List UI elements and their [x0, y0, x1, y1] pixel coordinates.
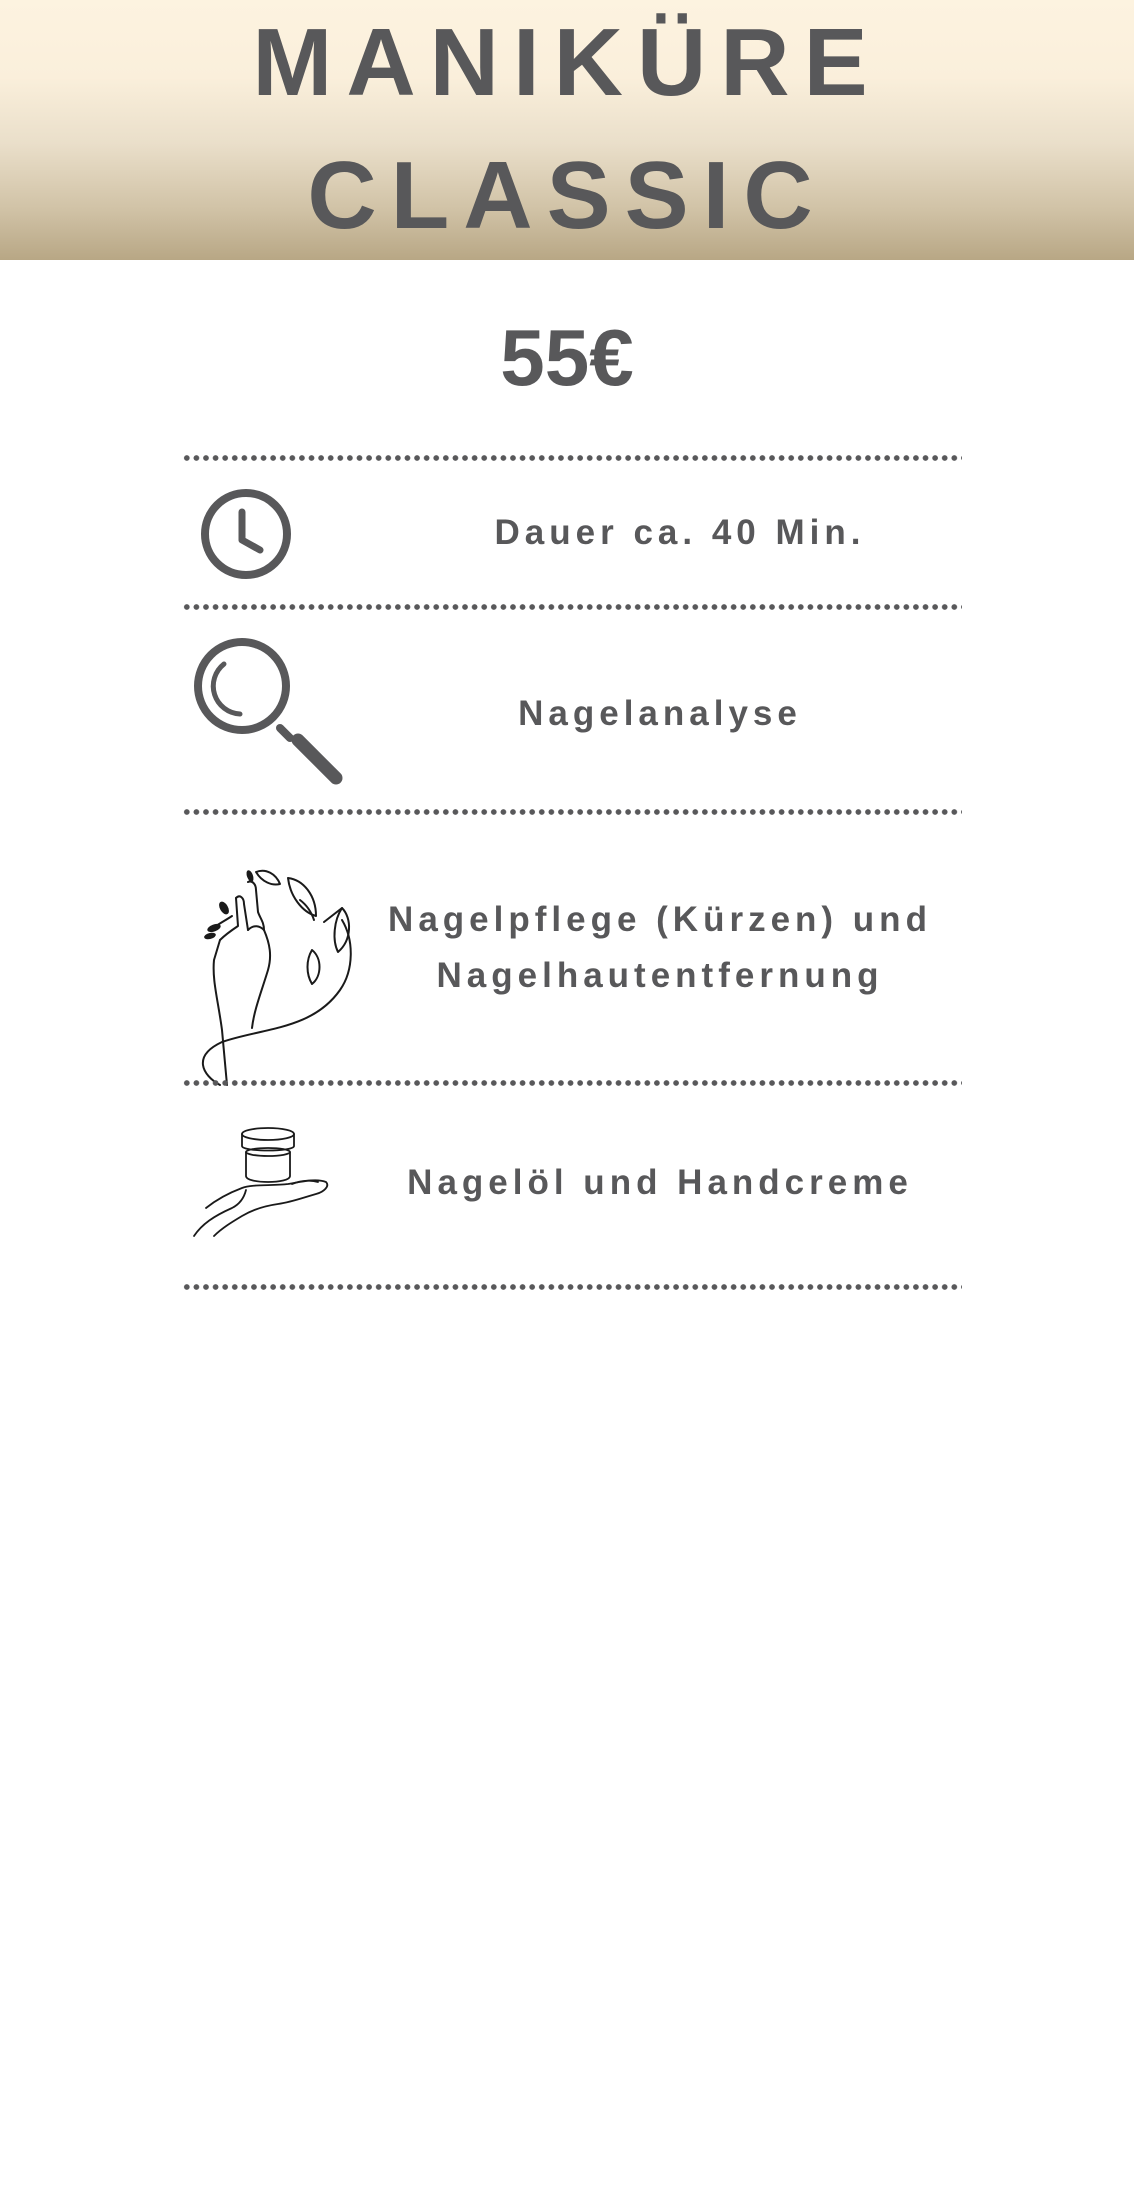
page-title-line-2: CLASSIC — [307, 142, 827, 249]
dotted-divider — [182, 809, 962, 815]
header-banner — [0, 0, 1134, 260]
nail-analysis-text: Nagelanalyse — [518, 694, 802, 733]
dotted-divider — [182, 604, 962, 610]
magnifier-icon — [190, 634, 350, 794]
nail-care-text-line-2: Nagelhautentfernung — [436, 956, 884, 995]
dotted-divider — [182, 1080, 962, 1086]
nail-care-text-line-1: Nagelpflege (Kürzen) und — [388, 900, 932, 939]
price-label: 55€ — [500, 313, 634, 402]
oil-cream-text: Nagelöl und Handcreme — [407, 1163, 913, 1202]
duration-text: Dauer ca. 40 Min. — [494, 513, 866, 552]
dotted-divider — [182, 1284, 962, 1290]
dotted-divider — [182, 455, 962, 461]
page-title-line-1: MANIKÜRE — [252, 9, 882, 116]
clock-icon — [198, 486, 294, 582]
nail-care-text — [340, 892, 980, 1004]
hand-leaves-icon — [192, 860, 364, 1092]
cream-jar-hand-icon — [192, 1124, 334, 1240]
